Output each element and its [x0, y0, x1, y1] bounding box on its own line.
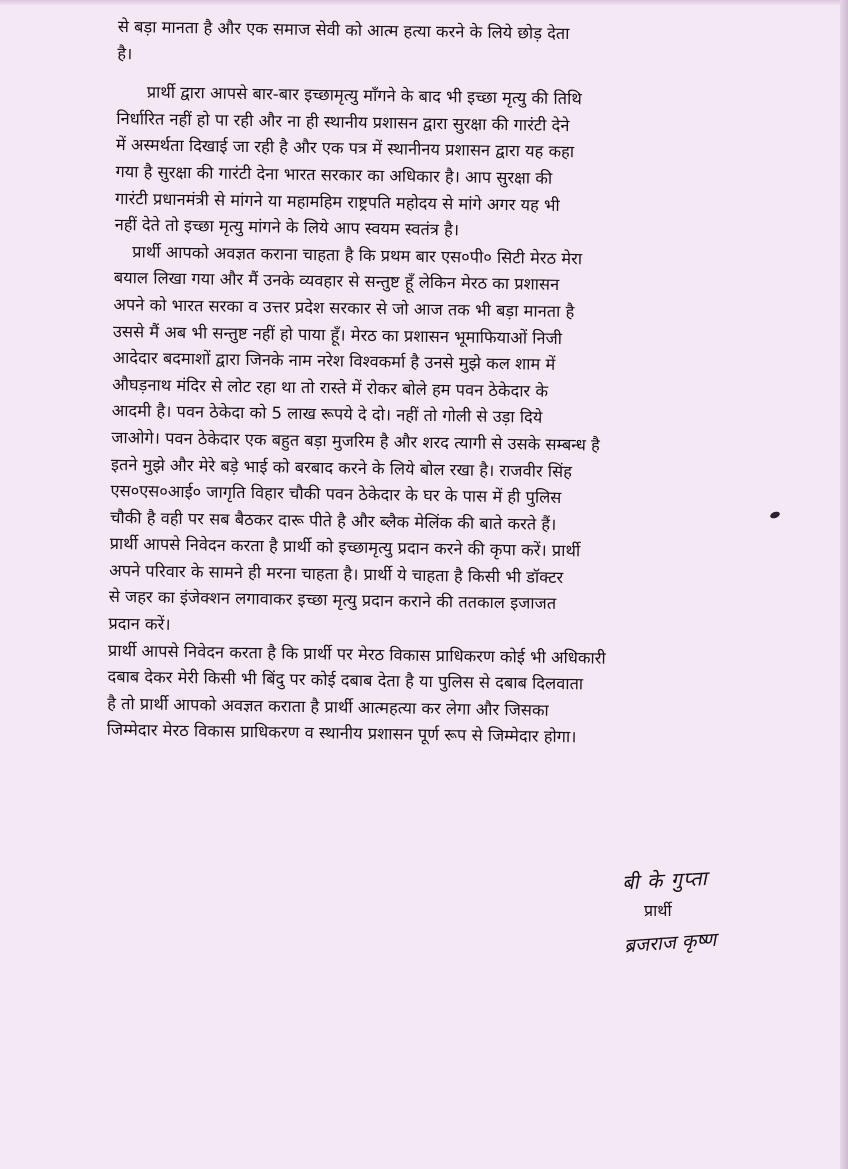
text-line: अपने को भारत सरका व उत्तर प्रदेश सरकार से जो आज तक भी बड़ा मानता है [113, 294, 575, 322]
page-right-edge [840, 0, 848, 1169]
text-line: से जहर का इंजेक्शन लगावाकर इच्छा मृत्यु प्रदान कराने की ततकाल इजाजत [108, 587, 557, 614]
letter-body [107, 14, 780, 754]
text-line: औघड़नाथ मंदिर से लोट रहा था तो रास्ते में रोकर बोले हम पवन ठेकेदार के [112, 374, 549, 401]
text-line: बयाल लिखा गया और मैं उनके व्यवहार से सन्तुष्ट हूँ लेकिन मेरठ का प्रशासन [113, 268, 560, 295]
text-line: इतने मुझे और मेरे बड़े भाई को बरबाद करने के लिये बोल रखा है। राजवीर सिंह [110, 454, 573, 481]
text-line: नहीं देते तो इच्छा मृत्यु मांगने के लिये आप स्वयम स्वतंत्र है। [114, 215, 460, 240]
text-line: प्रदान करें। [108, 613, 171, 634]
signature-label: प्रार्थी [644, 901, 672, 920]
text-line: है तो प्रार्थी आपको अवज्ञत कराता है प्रार्थी आत्महत्या कर लेगा और जिसका [107, 693, 549, 720]
handwritten-signature-second: ब्रजराज कृष्ण [623, 928, 717, 958]
page-top-shadow [0, 0, 848, 6]
text-line: उससे मैं अब भी सन्तुष्ट नहीं हो पाया हूँ। मेरठ का प्रशासन भूमाफियाओं निजी [112, 321, 563, 348]
handwritten-signature: बी के गुप्ता [621, 865, 709, 895]
text-line: आदमी है। पवन ठेकेदा को 5 लाख रूपये दे दो। नहीं तो गोली से उड़ा दिये [111, 401, 543, 428]
text-line: गारंटी प्रधानमंत्री से मांगने या महामहिम राष्ट्रपति महोदय से मांगे अगर यह भी [114, 188, 560, 215]
text-line: से बड़ा मानता है और एक समाज सेवी को आत्म हत्या करने के लिये छोड़ देता [117, 16, 570, 44]
text-line: अपने परिवार के सामने ही मरना चाहता है। प्रार्थी ये चाहता है किसी भी डॉक्टर [109, 560, 564, 587]
text-line: आदेदार बदमाशों द्वारा जिनके नाम नरेश विश्वकर्मा है उनसे मुझे कल शाम में [112, 348, 556, 375]
text-line: चौकी है वही पर सब बैठकर दारू पीते है और ब्लैक मेलिंक की बाते करते हैं। [109, 507, 557, 534]
text-line: जिम्मेदार मेरठ विकास प्राधिकरण व स्थानीय प्रशासन पूर्ण रूप से जिम्मेदार होगा। [106, 720, 577, 747]
signature-block [621, 865, 717, 958]
text-line: प्रार्थी आपसे निवेदन करता है प्रार्थी को इच्छामृत्यु प्रदान करने की कृपा करें। प्रार्थी [109, 534, 581, 561]
text-line: है। [117, 43, 133, 63]
text-line: गया है सुरक्षा की गारंटी देना भारत सरकार का अधिकार है। आप सुरक्षा की [115, 161, 553, 188]
text-line: दबाब देकर मेरी किसी भी बिंदु पर कोई दबाब देता है या पुलिस से दबाब दिलवाता [107, 667, 584, 694]
text-line: एस०एस०आई० जागृति विहार चौकी पवन ठेकेदार के घर के पास में ही पुलिस [110, 481, 562, 508]
text-line: में अस्मर्थता दिखाई जा रही है और एक पत्र में स्थानीनय प्रशासन द्वारा यह कहा [115, 135, 575, 162]
paragraph-start-line: प्रार्थी आपसे निवेदन करता है कि प्रार्थी पर मेरठ विकास प्राधिकरण कोई भी अधिकारी [107, 640, 606, 668]
paragraph-start-line: प्रार्थी आपको अवज्ञत कराना चाहता है कि प्रथम बार एस०पी० सिटी मेरठ मेरा [132, 242, 583, 269]
text-line: जाओगे। पवन ठेकेदार एक बहुत बड़ा मुजरिम है और शरद त्यागी से उसके सम्बन्ध है [111, 427, 600, 455]
paragraph-start-line: प्रार्थी द्वारा आपसे बार-बार इच्छामृत्यु माँगने के बाद भी इच्छा मृत्यु की तिथि [146, 82, 582, 109]
text-line: निर्धारित नहीं हो पा रही और ना ही स्थानीय प्रशासन द्वारा सुरक्षा की गारंटी देने [116, 108, 570, 135]
